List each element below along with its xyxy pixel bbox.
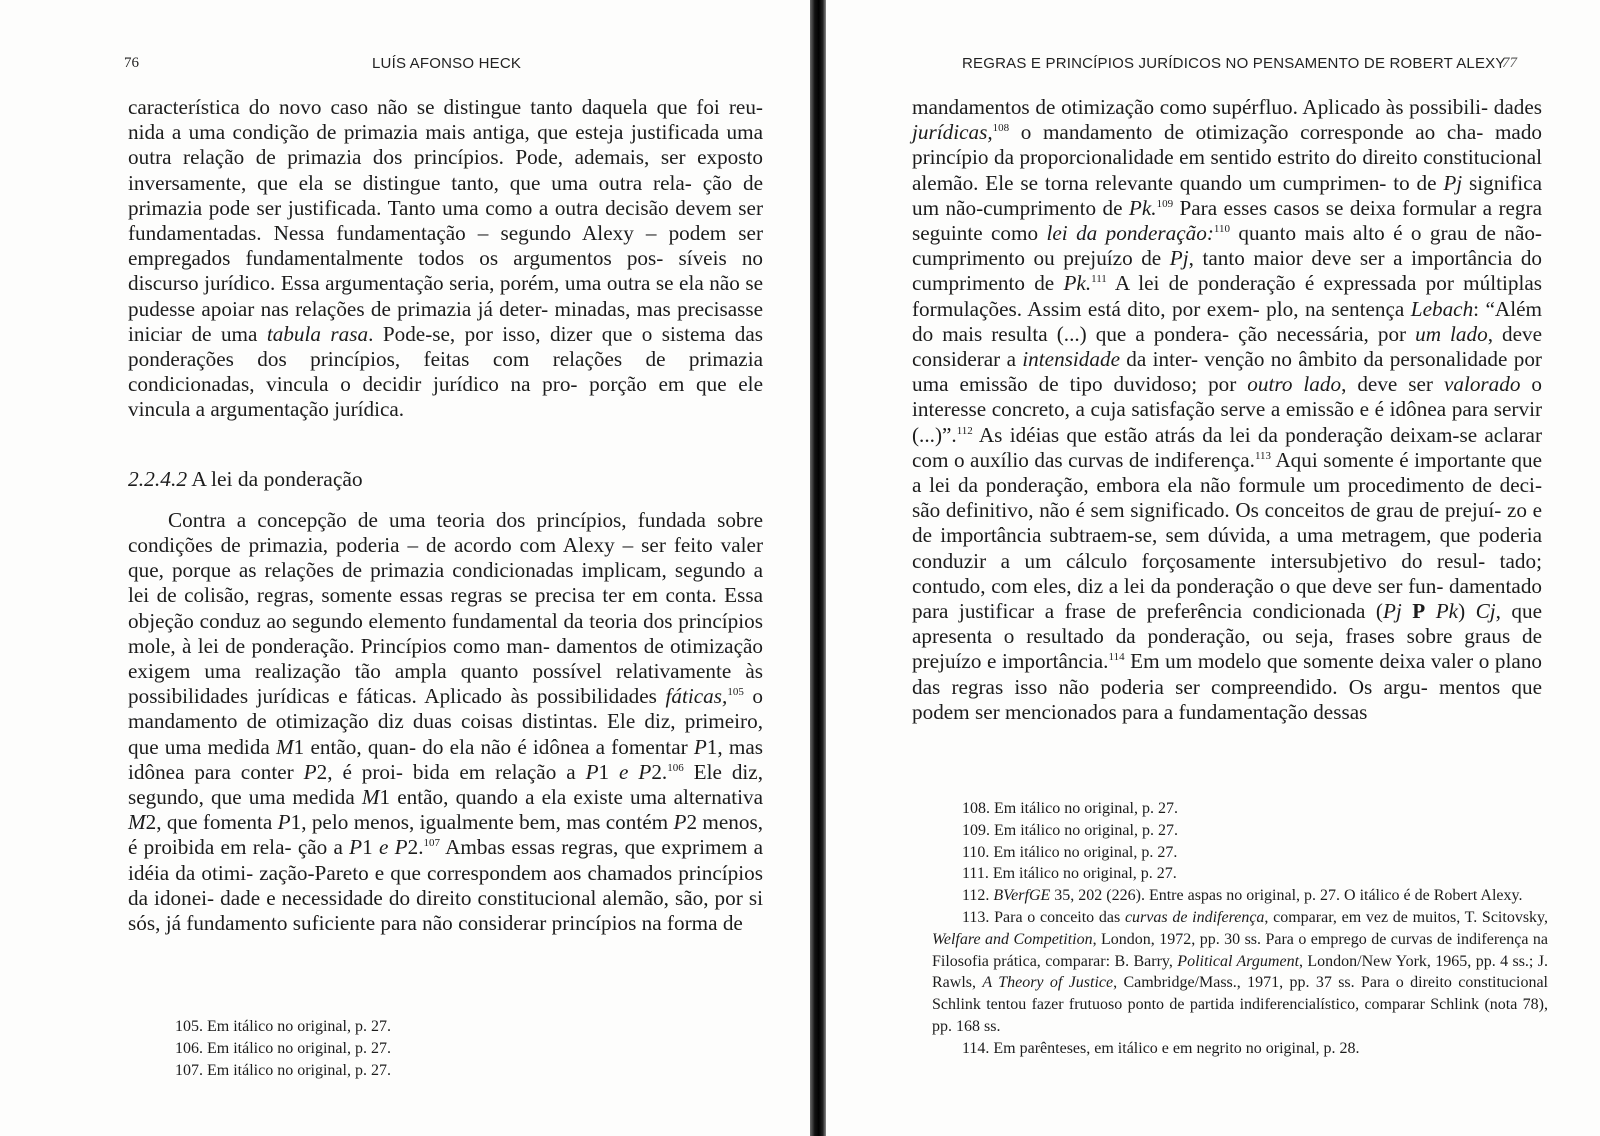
- italic-term: intensidade: [1022, 347, 1120, 372]
- text-line: zação-Pareto e que correspondem aos chamados princípios da idonei-: [128, 860, 764, 910]
- footnote: 105. Em itálico no original, p. 27.: [175, 1018, 391, 1035]
- text-line: condições de primazia, poderia – de acordo com Alexy – ser feito: [128, 533, 713, 558]
- italic-term: P: [673, 810, 687, 835]
- footnote-ref: 112: [956, 424, 973, 437]
- text-run: o mandamento de otimização corresponde ao cha-: [1009, 120, 1484, 145]
- text-run: o interesse concreto, a: [912, 372, 1543, 422]
- text-line: mandamentos de otimização como supérfluo. Aplicado às possibili-: [912, 95, 1489, 119]
- italic-term: Political Argument: [1177, 952, 1300, 970]
- right-page: [826, 0, 1600, 1136]
- italic-term: Lebach: [1410, 296, 1474, 321]
- text-run: Ele diz, segundo, que uma medida: [128, 759, 763, 810]
- text-line: mado princípio da proporcionalidade em sentido estrito do direito: [912, 120, 1543, 170]
- text-line: porção em que ele vincula a argumentação jurídica.: [128, 372, 763, 422]
- italic-term: Welfare and Competition: [932, 930, 1093, 948]
- text-line: teoria dos princípios mole, à lei de ponderação. Princípios como man-: [128, 608, 764, 658]
- italic-term: Pk.: [1128, 195, 1157, 220]
- italic-term: Pk: [1435, 599, 1459, 624]
- text-run: 2, é proi-: [316, 759, 403, 784]
- text-run: Aqui somente é importante que a: [912, 447, 1543, 498]
- italic-term: um lado: [1415, 321, 1488, 346]
- body-text: [912, 95, 1542, 725]
- text-run: ): [1458, 599, 1476, 624]
- text-run: , London/New York, 1965, pp. 4 ss.; J. Rawls,: [932, 952, 1549, 992]
- text-run: 2, que fomenta: [145, 810, 278, 835]
- italic-term: A Theory of Justice: [982, 974, 1114, 992]
- italic-term: fáticas,: [665, 684, 728, 709]
- italic-term: Cj: [1475, 599, 1496, 624]
- footnote: [932, 907, 1548, 1038]
- text-line: isso, dizer que o sistema das ponderações dos princípios, feitas com: [128, 321, 763, 372]
- paragraph: [128, 95, 763, 423]
- text-line: outra se ela não se pudesse apoiar nas relações de primazia já deter-: [128, 271, 763, 321]
- italic-term: Pk.: [1063, 271, 1092, 296]
- italic-term: M: [128, 810, 146, 835]
- text-line: . Pode-se, por: [368, 321, 493, 346]
- italic-term: e P: [619, 759, 652, 784]
- footnote: 107. Em itálico no original, p. 27.: [175, 1061, 391, 1079]
- text-line: venção no âmbito da personalidade por uma emissão de tipo: [912, 347, 1542, 397]
- text-line: síveis no discurso jurídico. Essa argumentação seria, porém, uma: [128, 246, 764, 296]
- text-line: característica do novo caso não se distingue tanto daquela que foi reu-: [128, 95, 763, 119]
- text-line: nida a uma condição de primazia mais antiga, que esteja justificada: [128, 120, 720, 145]
- bold-term: P: [1401, 599, 1426, 624]
- text-run: As: [972, 422, 1003, 447]
- text-line: lei da ponderação, embora ela não formule um procedimento de deci-: [929, 473, 1543, 498]
- italic-term: Pj: [1443, 170, 1463, 195]
- text-run: 1, mas idônea para conter: [128, 734, 764, 784]
- text-run: mais alto é o grau de não-cumprimento ou prejuízo de: [912, 221, 1542, 271]
- text-run: , London, 1972, pp. 30 ss. Para o emprego de curvas de indiferença na Filosofia prática, comparar: B. Barry,: [932, 930, 1548, 970]
- footnote-ref: 108: [992, 122, 1010, 135]
- text-line: dade e necessidade do direito constitucional alemão, são, por si sós,: [128, 885, 763, 936]
- italic-term: Pj: [1382, 599, 1402, 624]
- text-run: , que apresenta o resultado da ponderação, ou seja, frases sobre: [912, 599, 1543, 649]
- text-line: idéias que estão atrás da lei da ponderação deixam-se aclarar com o: [912, 422, 1543, 472]
- text-run: to de: [1393, 170, 1444, 195]
- footnotes: [175, 1016, 775, 1081]
- italic-term: P: [585, 759, 599, 784]
- footnote: 114. Em parênteses, em itálico e em negrito no original, p. 28.: [962, 1039, 1360, 1057]
- text-run: 113. Para o conceito das: [962, 908, 1125, 926]
- section-number: 2.2.4.2: [128, 466, 188, 491]
- italic-term: Pj: [1169, 246, 1189, 271]
- text-run: significa um não-cumprimento de: [912, 170, 1542, 220]
- running-head: REGRAS E PRINCÍPIOS JURÍDICOS NO PENSAMENTO DE ROBERT ALEXY: [962, 55, 1506, 72]
- text-run: 1 então, quan-: [293, 734, 417, 759]
- text-run: coisas distintas. Ele diz, primeiro, que uma medida: [128, 709, 763, 759]
- page-number: 77: [1502, 55, 1517, 71]
- text-line: damentos de otimização exigem uma realização tão ampla quanto: [128, 633, 763, 684]
- text-run: duvidoso; por: [1113, 372, 1248, 397]
- text-run: 1: [598, 759, 620, 784]
- italic-term: M: [276, 734, 294, 759]
- text-run: A lei de ponderação: [1106, 271, 1296, 296]
- text-run: deve ser a importância do cumprimento de: [912, 246, 1543, 296]
- text-line: devem ser fundamentadas. Nessa fundamentação – segundo Alexy –: [128, 195, 764, 246]
- text-run: auxílio das curvas de indiferença.: [970, 447, 1255, 472]
- text-line: Contra a concepção de uma teoria dos princípios, fundada sobre: [168, 507, 763, 532]
- text-run: então, quando a ela existe uma alternativa: [397, 785, 763, 810]
- text-line: constitucional alemão. Ele se torna relevante quando um cumprimen-: [912, 145, 1543, 195]
- text-run: Ambas essas regras, que exprimem a idéia da otimi-: [128, 835, 764, 885]
- text-line: minadas, mas precisasse iniciar de uma: [128, 296, 763, 346]
- italic-term: tabula rasa: [266, 321, 369, 346]
- italic-term: curvas de indiferença: [1124, 908, 1265, 926]
- footnote-ref: 109: [1156, 197, 1174, 210]
- text-line: uma outra relação de primazia dos princípios. Pode, ademais, ser: [128, 120, 763, 170]
- footnote-ref: 105: [727, 686, 744, 699]
- text-run: 1, pelo: [290, 810, 349, 835]
- footnotes: [932, 798, 1548, 1060]
- italic-term: P: [349, 835, 363, 860]
- text-run: 2 menos, é proibida em rela-: [128, 810, 764, 860]
- text-line: é expressada por múltiplas formulações. Assim está dito, por exem-: [912, 271, 1542, 321]
- text-line: ção de primazia pode ser justificada. Tanto uma como a outra decisão: [128, 170, 763, 220]
- text-line: possível relativamente às possibilidades jurídicas e fáticas. Aplicado: [128, 659, 764, 709]
- footnote-ref: 107: [423, 837, 441, 850]
- text-line: são definitivo, não é sem significado. Os conceitos de grau de prejuí-: [912, 498, 1502, 523]
- section-heading: [128, 467, 763, 492]
- body-text: [128, 95, 763, 936]
- footnote-ref: 113: [1254, 449, 1272, 462]
- text-line: relações de primazia condicionadas, vincula o decidir jurídico na pro-: [128, 347, 764, 397]
- paragraph: [912, 95, 1542, 725]
- running-head: LUÍS AFONSO HECK: [372, 55, 522, 72]
- text-line: tado; contudo, com eles, diz a lei da ponderação o que deve ser fun-: [912, 548, 1543, 598]
- text-run: , deve ser: [1341, 372, 1444, 397]
- text-run: ção a: [297, 835, 350, 860]
- footnote: 110. Em itálico no original, p. 27.: [962, 843, 1178, 861]
- footnote: [932, 885, 1548, 907]
- text-line: podem ser empregados fundamentalmente todos os argumentos pos-: [128, 221, 764, 271]
- text-line: valer que, porque as relações de primazia condicionadas implicam,: [128, 533, 764, 583]
- text-run: : “Além do mais resulta (...) que a pondera-: [912, 296, 1542, 346]
- text-run: graus de prejuízo e importância.: [912, 624, 1543, 674]
- text-line: poderia conduzir a um cálculo forçosamente intersubjetivo do resul-: [912, 523, 1542, 573]
- book-gutter: [810, 0, 826, 1136]
- text-run: o mandamento de otimização diz duas: [128, 684, 764, 734]
- text-line: já fundamento suficiente para não considerar princípios na forma de: [165, 911, 743, 936]
- italic-term: P: [277, 810, 291, 835]
- text-run: 2.: [407, 835, 424, 860]
- section-title: A lei da ponderação: [191, 466, 363, 491]
- text-line: zo e de importância subtraem-se, sem dúvida, a uma metragem, que: [912, 498, 1543, 548]
- text-run: plo, na sentença: [1266, 296, 1411, 321]
- italic-term: lei da ponderação:: [1046, 221, 1214, 246]
- italic-term: outro lado: [1247, 372, 1342, 397]
- text-run: cuja satisfação serve a emissão e é idônea para servir (...)”.: [912, 397, 1543, 447]
- italic-term: valorado: [1443, 372, 1521, 397]
- text-run: Em um modelo que somente deixa: [1124, 649, 1426, 674]
- text-run: ção necessária, por: [1238, 321, 1416, 346]
- text-line: valer o plano das regras isso não poderia ser compreendido. Os argu-: [912, 649, 1543, 699]
- italic-term: e P: [379, 835, 408, 860]
- text-run: , Cambridge/Mass., 1971, pp. 37 ss. Para o direito constitucional Schlink tentou fazer frutuoso ponto de partida indiferencialístico, comparar Schlink (nota 78), pp. 168 ss.: [932, 974, 1549, 1035]
- text-run: dades: [1493, 95, 1543, 119]
- footnote: 106. Em itálico no original, p. 27.: [175, 1039, 391, 1057]
- footnote: 111. Em itálico no original, p. 27.: [962, 865, 1177, 883]
- text-run: , deve considerar a: [912, 321, 1542, 372]
- text-run: 1: [362, 835, 379, 860]
- text-run: 35, 202 (226). Entre aspas no original, p. 27. O itálico é de Robert Alexy.: [1050, 887, 1523, 905]
- text-line: exposto inversamente, que ela se distingue tanto, que uma outra rela-: [128, 145, 763, 195]
- text-run: 2.: [651, 759, 668, 784]
- text-run: menos, igualmente bem, mas contém: [353, 810, 674, 835]
- text-run: damentado para justificar a frase de preferência condicionada (: [912, 573, 1543, 624]
- footnote-ref: 114: [1108, 651, 1125, 664]
- text-run: 1: [379, 785, 391, 810]
- text-run: do ela não é idônea a fomentar: [422, 734, 694, 759]
- text-run: Para esses casos se: [1173, 195, 1344, 220]
- text-run: , tanto maior: [1188, 246, 1303, 271]
- text-run: , comparar, em vez de muitos, T. Scitovsky,: [1264, 908, 1549, 926]
- text-run: quanto: [1230, 221, 1297, 246]
- footnote: 108. Em itálico no original, p. 27.: [962, 800, 1178, 817]
- text-run: às possibilidades: [510, 684, 666, 709]
- footnote-ref: 106: [667, 761, 684, 774]
- footnote-ref: 111: [1091, 273, 1107, 286]
- text-run: bida em relação a: [412, 759, 586, 784]
- text-run: deixa formular a regra seguinte como: [912, 195, 1542, 246]
- italic-term: M: [361, 785, 380, 810]
- text-line: mentos que podem ser mencionados para a fundamentação dessas: [912, 674, 1542, 724]
- italic-term: jurídicas,: [912, 120, 993, 145]
- footnote-ref: 110: [1213, 222, 1231, 235]
- italic-term: BVerfGE: [993, 887, 1051, 905]
- text-run: da inter-: [1119, 347, 1199, 372]
- paragraph: [128, 508, 763, 936]
- italic-term: P: [303, 759, 317, 784]
- text-line: em conta. Essa objeção conduz ao segundo elemento fundamental da: [128, 583, 763, 633]
- text-run: 112.: [962, 887, 994, 905]
- text-line: segundo a lei de colisão, regras, somente essas regras se precisa ter: [128, 558, 763, 608]
- footnote: 109. Em itálico no original, p. 27.: [962, 821, 1178, 839]
- page-number: 76: [124, 55, 139, 71]
- italic-term: P: [693, 734, 707, 759]
